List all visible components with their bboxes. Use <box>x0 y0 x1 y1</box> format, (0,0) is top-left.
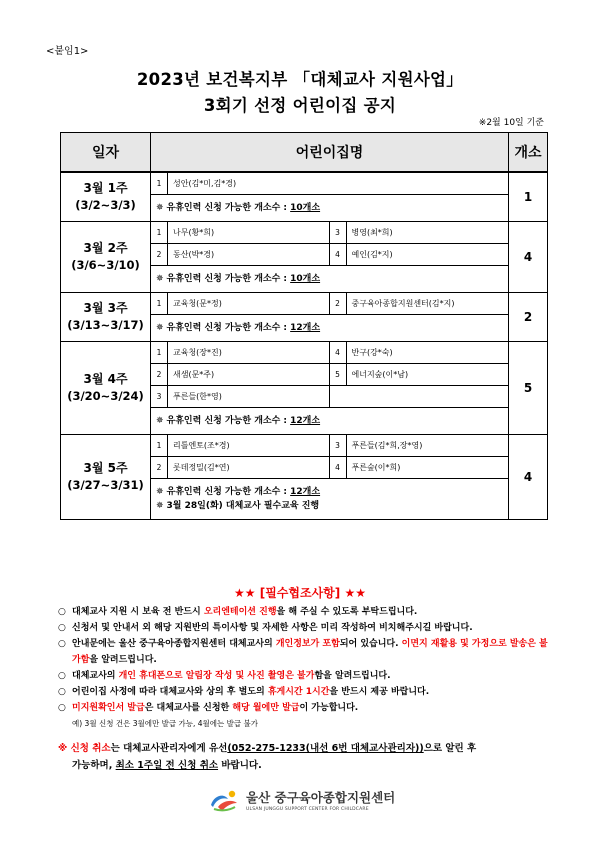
available-count: 12개소 <box>290 416 321 426</box>
center-number: 1 <box>151 435 168 456</box>
available-note <box>151 408 508 434</box>
week-range: (3/13~3/17) <box>67 318 144 332</box>
center-name: 새샘(문*주) <box>173 370 215 379</box>
week-label: 3월 5주 <box>83 461 128 475</box>
center-item <box>151 457 330 479</box>
requirement-item <box>58 604 548 620</box>
circle-bullet-icon: ○ <box>58 623 66 633</box>
requirement-text <box>72 604 417 620</box>
available-label: 유휴인력 신청 가능한 개소수 : <box>166 203 291 213</box>
cancel-phone: (052-275-1233(내선 6번 대체교사관리자)) <box>227 743 424 754</box>
requirement-part: 대체교사 지원 시 보육 전 반드시 <box>72 607 204 617</box>
center-name: 성안(김*미,김*경) <box>173 179 237 188</box>
requirement-text <box>72 700 358 716</box>
logo-korean: 울산 중구육아종합지원센터 <box>246 790 396 805</box>
center-name: 예인(김*지) <box>351 250 393 259</box>
center-name: 병영(최*희) <box>351 228 393 237</box>
center-logo <box>208 786 398 814</box>
week-count: 1 <box>509 172 548 222</box>
week-date <box>61 435 151 520</box>
center-number: 2 <box>151 244 168 265</box>
center-number: 3 <box>151 386 168 407</box>
cancel-mark: ※ <box>58 743 68 754</box>
available-label: 유휴인력 신청 가능한 개소수 : <box>166 323 291 333</box>
requirement-item <box>58 700 548 716</box>
center-item <box>151 435 330 457</box>
week-date <box>61 342 151 435</box>
circle-bullet-icon: ○ <box>58 671 66 681</box>
week-count: 4 <box>509 222 548 293</box>
center-number: 4 <box>330 244 347 265</box>
requirement-part: 해당 월에만 발급 <box>232 703 300 713</box>
week-label: 3월 2주 <box>83 241 128 255</box>
cancel-label: 신청 취소 <box>70 743 111 754</box>
available-note <box>151 266 508 292</box>
extra-note: 3월 28일(화) 대체교사 필수교육 진행 <box>166 501 320 511</box>
basis-date: ※2월 10일 기준 <box>478 118 544 128</box>
center-item <box>151 293 330 315</box>
available-label: 유휴인력 신청 가능한 개소수 : <box>166 487 291 497</box>
logo-english: ULSAN JUNGGU SUPPORT CENTER FOR CHILDCARE <box>246 807 369 812</box>
header-daycare: 어린이집명 <box>151 133 509 173</box>
requirement-item <box>58 684 548 700</box>
page-subtitle: 3회기 선정 어린이집 공지 <box>203 96 397 115</box>
center-item <box>330 342 509 364</box>
center-item <box>330 293 509 315</box>
note-star-icon: ✵ <box>156 416 164 426</box>
requirement-part: 휴게시간 1시간 <box>267 687 330 697</box>
requirement-item <box>58 668 548 684</box>
week-date <box>61 222 151 293</box>
requirement-part: 오리엔테이션 진행 <box>203 607 277 617</box>
center-list <box>151 172 509 222</box>
center-list <box>151 342 509 435</box>
week-range: (3/20~3/24) <box>67 389 144 403</box>
week-date <box>61 172 151 222</box>
week-range: (3/2~3/3) <box>75 198 136 212</box>
requirement-part: 을 해 주실 수 있도록 부탁드립니다. <box>276 607 418 617</box>
circle-bullet-icon: ○ <box>58 639 66 649</box>
page-title: 2023년 보건복지부 「대체교사 지원사업」 <box>136 70 464 89</box>
center-name: 롯데정밀(김*연) <box>173 463 230 472</box>
attachment-label: <붙임1> <box>46 46 89 57</box>
note-star-icon: ✵ <box>156 274 164 284</box>
requirements-heading: [필수협조사항] <box>259 586 341 600</box>
circle-bullet-icon: ○ <box>58 607 66 617</box>
cancel-text-2: 으로 알린 후 <box>423 743 477 754</box>
week-row <box>61 342 548 435</box>
requirement-text <box>72 620 473 636</box>
week-row <box>61 222 548 293</box>
center-number: 2 <box>151 364 168 385</box>
center-name: 교육청(문*정) <box>173 299 222 308</box>
requirement-part: 함을 알려드립니다. <box>314 671 391 681</box>
requirement-part: 은 대체교사를 신청한 <box>144 703 233 713</box>
week-label: 3월 1주 <box>83 181 128 195</box>
stars-left: ★★ <box>234 586 256 600</box>
week-label: 3월 3주 <box>83 301 128 315</box>
circle-bullet-icon: ○ <box>58 687 66 697</box>
center-name: 푸른들(김*희,장*영) <box>351 441 423 450</box>
center-item <box>151 364 330 386</box>
header-count: 개소 <box>509 133 548 173</box>
available-count: 12개소 <box>290 487 321 497</box>
cancel-min: 최소 1주일 전 신청 취소 <box>115 760 219 771</box>
week-row <box>61 293 548 342</box>
center-number: 1 <box>151 293 168 314</box>
schedule-table <box>60 132 548 520</box>
header-date: 일자 <box>61 133 151 173</box>
requirement-part: 이면지 재활용 및 가정으로 발송은 불가함 <box>72 639 548 665</box>
center-name: 푸른들(한*영) <box>173 392 222 401</box>
center-item <box>330 435 509 457</box>
center-list <box>151 222 509 293</box>
center-list <box>151 435 509 520</box>
center-number: 4 <box>330 342 347 363</box>
center-item <box>151 386 330 408</box>
note-star-icon: ✵ <box>156 487 164 497</box>
center-item <box>151 173 508 195</box>
center-item <box>151 342 330 364</box>
stars-right: ★★ <box>344 586 366 600</box>
requirements-title <box>0 584 600 601</box>
center-number: 3 <box>330 222 347 243</box>
requirement-example: 예) 3월 신청 건은 3월에만 발급 가능, 4월에는 발급 불가 <box>72 719 258 728</box>
center-number: 4 <box>330 457 347 478</box>
center-list <box>151 293 509 342</box>
center-number: 1 <box>151 342 168 363</box>
center-item <box>151 222 330 244</box>
week-range: (3/27~3/31) <box>67 478 144 492</box>
note-star-icon: ✵ <box>156 501 164 511</box>
center-number: 3 <box>330 435 347 456</box>
week-count: 4 <box>509 435 548 520</box>
week-row <box>61 435 548 520</box>
requirement-part: 대체교사의 <box>72 671 119 681</box>
week-row <box>61 172 548 222</box>
available-count: 10개소 <box>290 274 321 284</box>
cancel-text-4: 바랍니다. <box>218 760 262 771</box>
requirement-part: 을 알려드립니다. <box>89 655 157 665</box>
center-name: 푸른숲(이*희) <box>351 463 401 472</box>
requirement-part: 어린이집 사정에 따라 대체교사와 상의 후 별도의 <box>72 687 268 697</box>
cancel-text-3: 가능하며, <box>72 760 116 771</box>
center-name: 에너지숲(이*남) <box>351 370 409 379</box>
center-item <box>330 244 509 266</box>
requirement-item <box>58 636 548 668</box>
circle-bullet-icon: ○ <box>58 703 66 713</box>
week-date <box>61 293 151 342</box>
note-star-icon: ✵ <box>156 203 164 213</box>
available-label: 유휴인력 신청 가능한 개소수 : <box>166 274 291 284</box>
cancel-notice <box>58 740 548 774</box>
center-name: 나무(황*희) <box>173 228 215 237</box>
note-star-icon: ✵ <box>156 323 164 333</box>
available-count: 10개소 <box>290 203 321 213</box>
center-name: 반구(강*숙) <box>351 348 393 357</box>
empty-cell <box>330 386 509 408</box>
requirement-part: 미지원확인서 발급 <box>72 703 145 713</box>
center-item <box>330 457 509 479</box>
center-name: 중구육아종합지원센터(김*지) <box>351 299 455 308</box>
center-name: 리틀엔토(조*경) <box>173 441 230 450</box>
requirement-part: 개인 휴대폰으로 알림장 작성 및 사진 촬영은 불가 <box>118 671 315 681</box>
requirement-part: 이 가능합니다. <box>299 703 359 713</box>
available-note <box>151 479 508 519</box>
requirement-text <box>72 636 548 668</box>
center-logo-icon <box>208 787 240 813</box>
requirement-part: 을 반드시 제공 바랍니다. <box>329 687 430 697</box>
requirements-list <box>58 604 548 732</box>
requirement-text <box>72 684 429 700</box>
week-count: 2 <box>509 293 548 342</box>
center-name: 교육청(장*진) <box>173 348 222 357</box>
center-item <box>330 364 509 386</box>
requirement-text <box>72 668 391 684</box>
available-count: 12개소 <box>290 323 321 333</box>
center-name: 동산(박*경) <box>173 250 215 259</box>
center-number: 2 <box>330 293 347 314</box>
requirement-part: 개인정보가 포함 <box>275 639 340 649</box>
requirement-part: 되어 있습니다. <box>339 639 402 649</box>
center-number: 1 <box>151 173 168 194</box>
requirement-part: 안내문에는 울산 중구육아종합지원센터 대체교사의 <box>72 639 276 649</box>
week-range: (3/6~3/10) <box>71 258 140 272</box>
available-note <box>151 315 508 341</box>
available-label: 유휴인력 신청 가능한 개소수 : <box>166 416 291 426</box>
requirement-part: 신청서 및 안내서 외 해당 지원반의 특이사항 및 자세한 사항은 미리 작성하여 비치해주시길 바랍니다. <box>72 623 473 633</box>
center-item <box>330 222 509 244</box>
center-number: 2 <box>151 457 168 478</box>
center-number: 5 <box>330 364 347 385</box>
available-note <box>151 195 508 221</box>
requirement-item <box>58 620 548 636</box>
week-label: 3월 4주 <box>83 372 128 386</box>
week-count: 5 <box>509 342 548 435</box>
cancel-text-1: 는 대체교사관리자에게 유선 <box>110 743 228 754</box>
center-number: 1 <box>151 222 168 243</box>
center-item <box>151 244 330 266</box>
